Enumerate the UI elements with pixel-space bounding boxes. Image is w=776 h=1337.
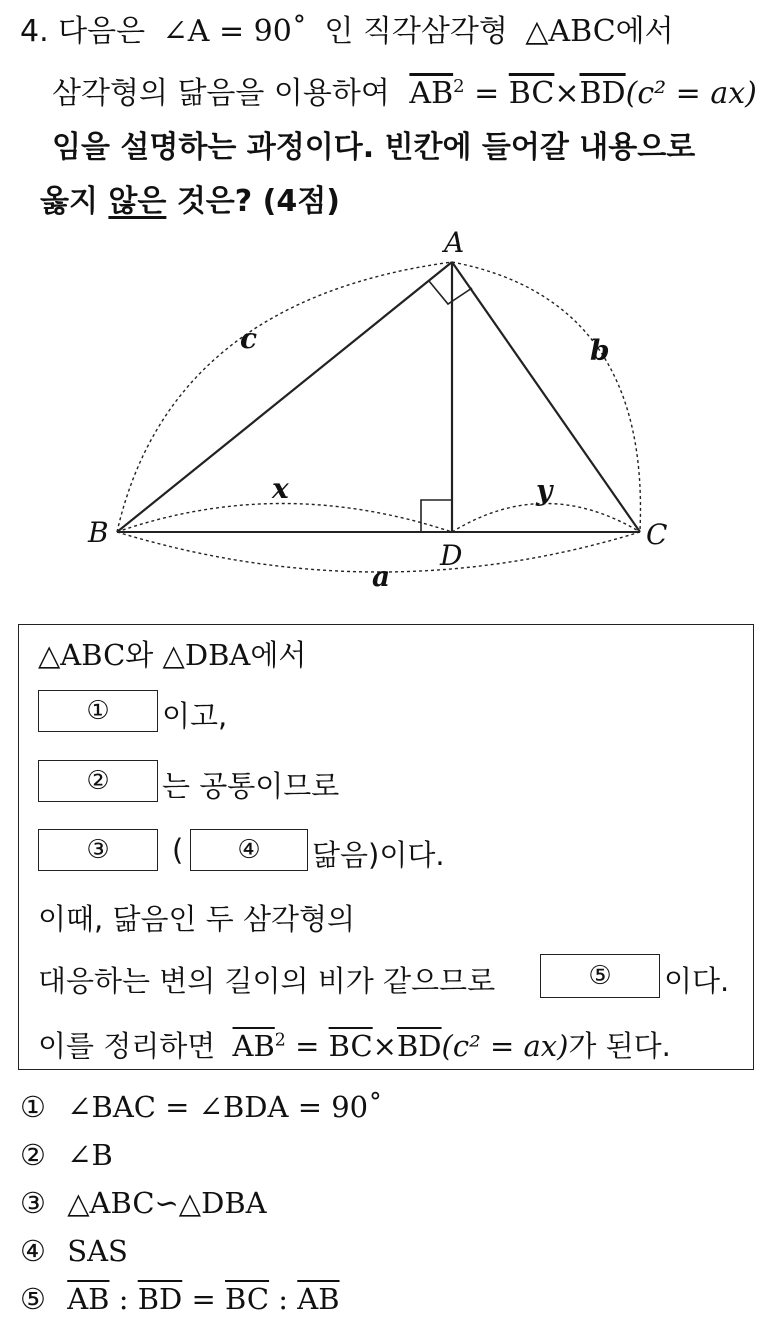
exponent: 2 [453, 76, 465, 97]
blank-4-label: ④ [237, 835, 261, 865]
segment-label-y: y [536, 474, 553, 507]
question-text: 에서 [615, 14, 674, 49]
box-text: 이를 정리하면 [38, 1029, 216, 1063]
side-label-b: b [590, 334, 610, 367]
blank-1-label: ① [86, 696, 110, 726]
relation-formula [409, 76, 756, 111]
segment-AB: $\overline{AB}$ [232, 1029, 275, 1063]
blank-3 [38, 829, 158, 871]
arc-x [117, 504, 452, 533]
blank-4 [190, 829, 308, 871]
question-line-2 [52, 68, 757, 112]
option-1[interactable] [20, 1090, 383, 1124]
vertex-label-C: C [646, 518, 668, 551]
option-number: ⑤ [20, 1282, 46, 1316]
side-label-c: c [240, 322, 258, 355]
question-line-1 [20, 6, 674, 50]
box-text: 가 된다. [568, 1029, 671, 1063]
question-line-3: 임을 설명하는 과정이다. 빈칸에 들어갈 내용으로 [52, 130, 696, 165]
vertex-label-A: A [444, 230, 465, 259]
side-label-a: a [372, 560, 391, 590]
segment-BD: $\overline{BD}$ [579, 76, 626, 111]
blank-5 [540, 954, 660, 998]
segment-BC: $\overline{BC}$ [508, 76, 555, 111]
box-line-6-end: 이다. [664, 964, 730, 998]
question-number: 4. [20, 14, 49, 49]
segment-BC: $\overline{BC}$ [225, 1282, 270, 1316]
formula: (c² = ax) [625, 76, 757, 111]
vertex-label-B: B [88, 516, 109, 549]
blank-5-label: ⑤ [588, 961, 612, 991]
box-line-2-text: 이고, [162, 699, 228, 733]
angle-condition: ∠A = 90˚ [162, 14, 307, 49]
option-text: ∠BAC = ∠BDA = 90˚ [67, 1090, 383, 1124]
option-text: SAS [67, 1234, 128, 1268]
equals-sign: = [464, 76, 509, 111]
option-text: △ABC∽△DBA [67, 1186, 267, 1220]
vertex-label-D: D [440, 539, 463, 572]
option-number: ④ [20, 1234, 46, 1268]
question-text: 옳지 [40, 184, 109, 219]
question-line-4 [40, 176, 340, 220]
segment-label-x: x [272, 472, 289, 505]
box-line-3-text: 는 공통이므로 [162, 769, 340, 803]
option-number: ② [20, 1138, 46, 1172]
segment-BD: $\overline{BD}$ [396, 1029, 442, 1063]
option-4[interactable] [20, 1234, 128, 1268]
times-sign: × [372, 1029, 397, 1063]
question-text: 것은? (4점) [166, 184, 340, 219]
box-line-7 [38, 1024, 671, 1065]
option-number: ③ [20, 1186, 46, 1220]
blank-2 [38, 760, 158, 802]
box-line-6: 대응하는 변의 길이의 비가 같으므로 [38, 964, 496, 998]
triangle-name: △ABC [525, 14, 616, 49]
triangle-figure [0, 230, 776, 590]
question-text: 인 직각삼각형 [324, 14, 508, 49]
arc-y [452, 504, 640, 533]
option-5[interactable] [20, 1282, 340, 1316]
segment-AB: $\overline{AB}$ [67, 1282, 110, 1316]
emphasis-not: 않은 [108, 184, 167, 219]
question-text: 삼각형의 닮음을 이용하여 [52, 76, 390, 111]
box-line-4-text: 닮음)이다. [312, 838, 445, 872]
segment-AB: $\overline{AB}$ [297, 1282, 340, 1316]
blank-3-label: ③ [86, 835, 110, 865]
box-line-5: 이때, 닮음인 두 삼각형의 [38, 902, 356, 936]
blank-2-label: ② [86, 766, 110, 796]
segment-AB: $\overline{AB}$ [409, 76, 454, 111]
option-2[interactable] [20, 1138, 113, 1172]
paren-open: ( [172, 833, 184, 867]
option-number: ① [20, 1090, 46, 1124]
option-3[interactable] [20, 1186, 267, 1220]
question-text: 다음은 [58, 14, 146, 49]
equals-sign: = [285, 1029, 329, 1063]
ratio-colon: : [269, 1282, 298, 1316]
segment-BC: $\overline{BC}$ [328, 1029, 373, 1063]
option-text: ∠B [67, 1138, 113, 1172]
segment-BD: $\overline{BD}$ [137, 1282, 183, 1316]
right-angle-mark-A [429, 281, 472, 304]
option-text [67, 1282, 339, 1316]
formula: (c² = ax) [441, 1029, 569, 1063]
box-line-1: △ABC와 △DBA에서 [38, 638, 307, 672]
blank-1 [38, 690, 158, 732]
relation-formula-box [233, 1029, 569, 1063]
exponent: 2 [274, 1030, 286, 1051]
times-sign: × [554, 76, 580, 111]
ratio-colon: : [109, 1282, 138, 1316]
equals-sign: = [182, 1282, 226, 1316]
